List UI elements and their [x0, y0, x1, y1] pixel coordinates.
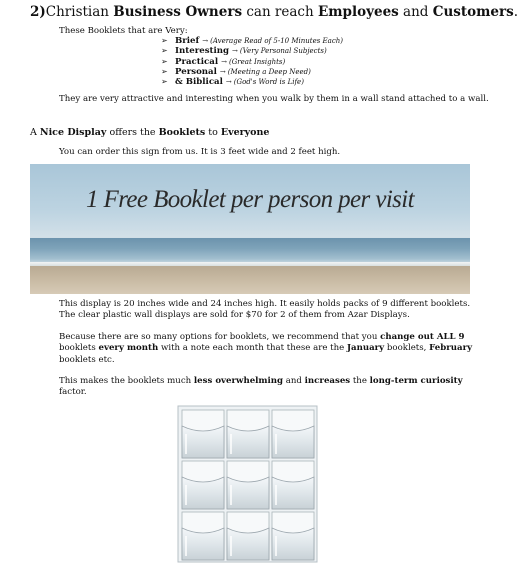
quality-note: (Very Personal Subjects) — [239, 47, 327, 56]
display-heading-run: Everyone — [220, 127, 270, 138]
display-heading-run: A — [30, 127, 40, 138]
bullet-arrow-icon: ➢ — [161, 46, 168, 56]
right-arrow-icon: → — [219, 67, 226, 76]
display-pocket — [227, 410, 269, 458]
quality-note: (Meeting a Deep Need) — [227, 67, 311, 76]
quality-note: (Great Insights) — [228, 57, 286, 66]
display-heading-run: to — [205, 127, 221, 138]
display-pocket — [182, 512, 224, 560]
quality-term: Brief — [175, 36, 200, 46]
display-heading-run: Nice Display — [39, 127, 107, 138]
paragraph-run: less overwhelming — [193, 376, 284, 386]
booklet-quality-item — [161, 46, 343, 56]
display-pocket — [272, 512, 314, 560]
booklet-quality-item — [161, 67, 343, 77]
bullet-arrow-icon: ➢ — [161, 36, 168, 45]
paragraph-run: This makes the booklets much — [59, 376, 194, 386]
heading-run: Christian — [45, 4, 114, 20]
quality-term: Personal — [175, 66, 217, 77]
booklet-quality-item — [161, 36, 343, 46]
display-heading-run: offers the — [106, 127, 159, 138]
paragraph-run: factor. — [59, 387, 87, 398]
section-number: 2) — [30, 4, 46, 20]
right-arrow-icon: → — [221, 57, 227, 66]
paragraph-run: This display is 20 inches wide and 24 inches high. It easily holds packs of 9 different booklets. The clear plastic wall displays are sold for $70 for 2 of them from Azar Displays. — [59, 299, 471, 321]
heading-run: Customers — [432, 4, 514, 20]
heading-text — [46, 4, 518, 20]
paragraph-change-monthly — [59, 332, 479, 366]
banner-text: 1 Free Booklet per person per visit — [86, 186, 414, 213]
paragraph-run: booklets — [59, 343, 99, 354]
paragraph-run: booklets, — [384, 343, 430, 354]
intro-text: These Booklets that are Very: — [59, 26, 188, 36]
paragraph-run: curiosity — [417, 376, 463, 386]
order-text: You can order this sign from us. It is 3 feet wide and 2 feet high. — [59, 147, 341, 157]
paragraph-run: booklets etc. — [59, 354, 115, 365]
display-pocket — [182, 410, 224, 458]
banner-sea — [30, 238, 470, 264]
heading-run: and — [398, 4, 433, 20]
display-heading — [30, 127, 269, 138]
paragraph-run: and — [283, 376, 305, 386]
display-pocket — [227, 461, 269, 509]
quality-term: Practical — [175, 56, 219, 67]
quality-term: Interesting — [175, 46, 230, 57]
heading-run: Employees — [317, 4, 399, 20]
display-pocket — [272, 410, 314, 458]
display-pocket — [272, 461, 314, 509]
heading-run: can reach — [242, 4, 318, 20]
quality-term: & Biblical — [175, 77, 223, 88]
bullet-arrow-icon: ➢ — [161, 56, 168, 66]
display-pocket — [227, 512, 269, 560]
booklet-quality-item — [161, 57, 343, 67]
quality-note: (Average Read of 5-10 Minutes Each) — [210, 37, 343, 45]
paragraph-run: the — [350, 376, 370, 386]
booklet-quality-item — [161, 77, 343, 87]
quality-note: (God's Word is Life) — [233, 78, 304, 87]
paragraph-run: January — [346, 343, 385, 354]
right-arrow-icon: → — [232, 47, 238, 56]
wall-display-image — [176, 404, 319, 564]
attractive-text: They are very attractive and interesting when you walk by them in a wall stand attached to a wall. — [59, 94, 489, 104]
paragraph-run: long-term — [369, 376, 418, 386]
banner-sand — [30, 266, 470, 294]
paragraph-run: change out ALL 9 — [380, 332, 465, 342]
bullet-arrow-icon: ➢ — [161, 66, 168, 76]
paragraph-run: increases — [304, 376, 351, 386]
right-arrow-icon: → — [202, 37, 209, 45]
paragraph-run: Because there are so many options for booklets, we recommend that you — [59, 332, 381, 342]
paragraph-less-overwhelming — [59, 376, 479, 399]
display-heading-run: Booklets — [158, 127, 206, 138]
paragraph-run: February — [429, 343, 473, 354]
paragraph-run: every month — [98, 343, 159, 354]
beach-banner-image — [30, 164, 470, 294]
bullet-arrow-icon: ➢ — [161, 77, 168, 87]
paragraph-display-size — [59, 299, 479, 322]
display-pockets — [182, 410, 314, 560]
right-arrow-icon: → — [225, 78, 232, 87]
heading-run: Business Owners — [113, 4, 243, 20]
heading-run: . — [513, 4, 518, 20]
section-heading — [30, 4, 518, 20]
display-pocket — [182, 461, 224, 509]
booklet-qualities-list — [161, 36, 343, 87]
paragraph-run: with a note each month that these are the — [158, 343, 347, 354]
